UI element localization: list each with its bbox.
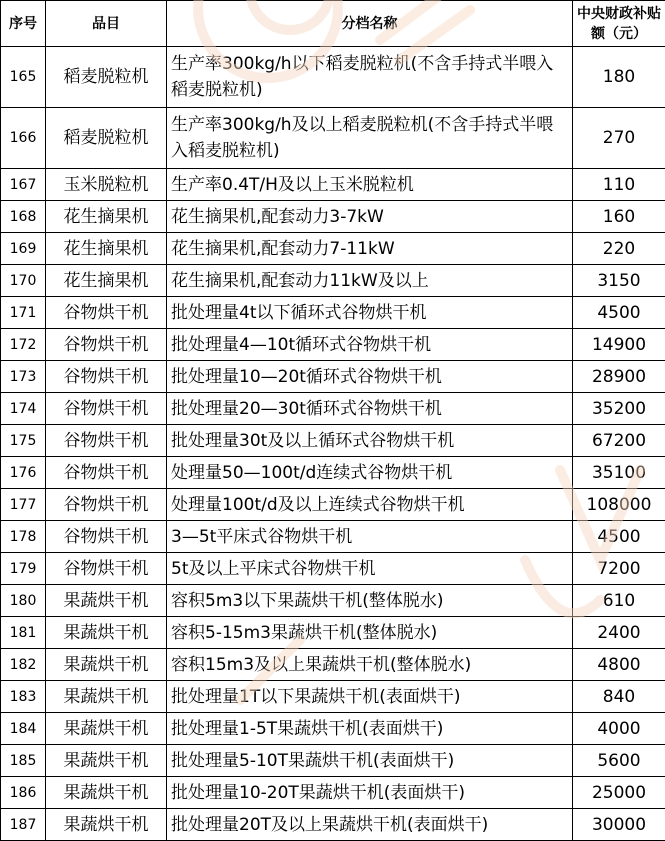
row-spec: 批处理量10—20t循环式谷物烘干机 xyxy=(167,361,573,393)
row-amount: 180 xyxy=(573,47,665,108)
row-seq: 183 xyxy=(1,681,46,713)
row-spec: 批处理量20T及以上果蔬烘干机(表面烘干) xyxy=(167,809,573,841)
row-amount: 160 xyxy=(573,201,665,233)
row-item: 果蔬烘干机 xyxy=(46,809,167,841)
row-amount: 35200 xyxy=(573,393,665,425)
header-seq: 序号 xyxy=(1,1,46,47)
row-amount: 25000 xyxy=(573,777,665,809)
header-row xyxy=(1,1,665,47)
row-seq: 168 xyxy=(1,201,46,233)
row-amount: 5600 xyxy=(573,745,665,777)
table-row xyxy=(1,521,665,553)
row-item: 谷物烘干机 xyxy=(46,457,167,489)
table-row xyxy=(1,297,665,329)
header-subsidy: 中央财政补贴额（元） xyxy=(573,1,665,47)
table-row xyxy=(1,47,665,108)
table-row xyxy=(1,681,665,713)
row-seq: 179 xyxy=(1,553,46,585)
row-spec: 批处理量4t以下循环式谷物烘干机 xyxy=(167,297,573,329)
table-row xyxy=(1,169,665,201)
row-item: 谷物烘干机 xyxy=(46,393,167,425)
row-seq: 173 xyxy=(1,361,46,393)
table-row xyxy=(1,617,665,649)
row-seq: 181 xyxy=(1,617,46,649)
row-amount: 28900 xyxy=(573,361,665,393)
row-seq: 178 xyxy=(1,521,46,553)
row-amount: 270 xyxy=(573,108,665,169)
row-amount: 840 xyxy=(573,681,665,713)
row-seq: 187 xyxy=(1,809,46,841)
row-item: 果蔬烘干机 xyxy=(46,617,167,649)
row-amount: 35100 xyxy=(573,457,665,489)
row-spec: 生产率0.4T/H及以上玉米脱粒机 xyxy=(167,169,573,201)
row-seq: 166 xyxy=(1,108,46,169)
table-row xyxy=(1,745,665,777)
table-row xyxy=(1,489,665,521)
row-amount: 67200 xyxy=(573,425,665,457)
row-seq: 182 xyxy=(1,649,46,681)
table-row xyxy=(1,585,665,617)
row-spec: 花生摘果机,配套动力11kW及以上 xyxy=(167,265,573,297)
row-amount: 30000 xyxy=(573,809,665,841)
row-spec: 批处理量10-20T果蔬烘干机(表面烘干) xyxy=(167,777,573,809)
row-spec: 容积15m3及以上果蔬烘干机(整体脱水) xyxy=(167,649,573,681)
row-spec: 花生摘果机,配套动力3-7kW xyxy=(167,201,573,233)
table-row xyxy=(1,329,665,361)
row-amount: 7200 xyxy=(573,553,665,585)
row-item: 花生摘果机 xyxy=(46,201,167,233)
row-amount: 220 xyxy=(573,233,665,265)
table-body xyxy=(1,47,665,841)
row-spec: 批处理量4—10t循环式谷物烘干机 xyxy=(167,329,573,361)
row-spec: 处理量50—100t/d连续式谷物烘干机 xyxy=(167,457,573,489)
row-spec: 批处理量1-5T果蔬烘干机(表面烘干) xyxy=(167,713,573,745)
row-item: 谷物烘干机 xyxy=(46,425,167,457)
row-item: 谷物烘干机 xyxy=(46,521,167,553)
row-amount: 4800 xyxy=(573,649,665,681)
row-amount: 14900 xyxy=(573,329,665,361)
row-seq: 174 xyxy=(1,393,46,425)
row-spec: 批处理量5-10T果蔬烘干机(表面烘干) xyxy=(167,745,573,777)
row-seq: 169 xyxy=(1,233,46,265)
row-item: 果蔬烘干机 xyxy=(46,713,167,745)
row-seq: 175 xyxy=(1,425,46,457)
row-amount: 610 xyxy=(573,585,665,617)
row-spec: 5t及以上平床式谷物烘干机 xyxy=(167,553,573,585)
header-spec: 分档名称 xyxy=(167,1,573,47)
table-row xyxy=(1,713,665,745)
row-seq: 171 xyxy=(1,297,46,329)
table-row xyxy=(1,108,665,169)
table-row xyxy=(1,393,665,425)
row-amount: 4000 xyxy=(573,713,665,745)
table-row xyxy=(1,201,665,233)
row-amount: 3150 xyxy=(573,265,665,297)
row-amount: 4500 xyxy=(573,521,665,553)
row-item: 果蔬烘干机 xyxy=(46,585,167,617)
row-spec: 批处理量20—30t循环式谷物烘干机 xyxy=(167,393,573,425)
table-row xyxy=(1,425,665,457)
row-spec: 处理量100t/d及以上连续式谷物烘干机 xyxy=(167,489,573,521)
row-spec: 容积5-15m3果蔬烘干机(整体脱水) xyxy=(167,617,573,649)
row-item: 谷物烘干机 xyxy=(46,553,167,585)
row-amount: 4500 xyxy=(573,297,665,329)
row-spec: 批处理量1T以下果蔬烘干机(表面烘干) xyxy=(167,681,573,713)
row-item: 花生摘果机 xyxy=(46,233,167,265)
row-item: 谷物烘干机 xyxy=(46,489,167,521)
table-row xyxy=(1,361,665,393)
table-row xyxy=(1,649,665,681)
row-seq: 170 xyxy=(1,265,46,297)
table-row xyxy=(1,777,665,809)
row-seq: 180 xyxy=(1,585,46,617)
row-item: 果蔬烘干机 xyxy=(46,681,167,713)
row-amount: 108000 xyxy=(573,489,665,521)
row-item: 玉米脱粒机 xyxy=(46,169,167,201)
row-item: 花生摘果机 xyxy=(46,265,167,297)
row-spec: 生产率300kg/h及以上稻麦脱粒机(不含手持式半喂入稻麦脱粒机) xyxy=(167,108,573,169)
row-spec: 批处理量30t及以上循环式谷物烘干机 xyxy=(167,425,573,457)
row-item: 谷物烘干机 xyxy=(46,297,167,329)
row-item: 果蔬烘干机 xyxy=(46,649,167,681)
table-row xyxy=(1,457,665,489)
row-seq: 177 xyxy=(1,489,46,521)
row-item: 稻麦脱粒机 xyxy=(46,47,167,108)
row-spec: 花生摘果机,配套动力7-11kW xyxy=(167,233,573,265)
table-row xyxy=(1,265,665,297)
row-seq: 186 xyxy=(1,777,46,809)
row-seq: 184 xyxy=(1,713,46,745)
row-spec: 生产率300kg/h以下稻麦脱粒机(不含手持式半喂入稻麦脱粒机) xyxy=(167,47,573,108)
row-amount: 2400 xyxy=(573,617,665,649)
row-item: 谷物烘干机 xyxy=(46,361,167,393)
row-seq: 165 xyxy=(1,47,46,108)
row-seq: 172 xyxy=(1,329,46,361)
table-row xyxy=(1,553,665,585)
row-seq: 185 xyxy=(1,745,46,777)
row-item: 稻麦脱粒机 xyxy=(46,108,167,169)
table-row xyxy=(1,809,665,841)
row-item: 谷物烘干机 xyxy=(46,329,167,361)
row-seq: 167 xyxy=(1,169,46,201)
table-row xyxy=(1,233,665,265)
row-spec: 容积5m3以下果蔬烘干机(整体脱水) xyxy=(167,585,573,617)
header-item: 品目 xyxy=(46,1,167,47)
row-amount: 110 xyxy=(573,169,665,201)
row-item: 果蔬烘干机 xyxy=(46,777,167,809)
row-item: 果蔬烘干机 xyxy=(46,745,167,777)
row-spec: 3—5t平床式谷物烘干机 xyxy=(167,521,573,553)
row-seq: 176 xyxy=(1,457,46,489)
